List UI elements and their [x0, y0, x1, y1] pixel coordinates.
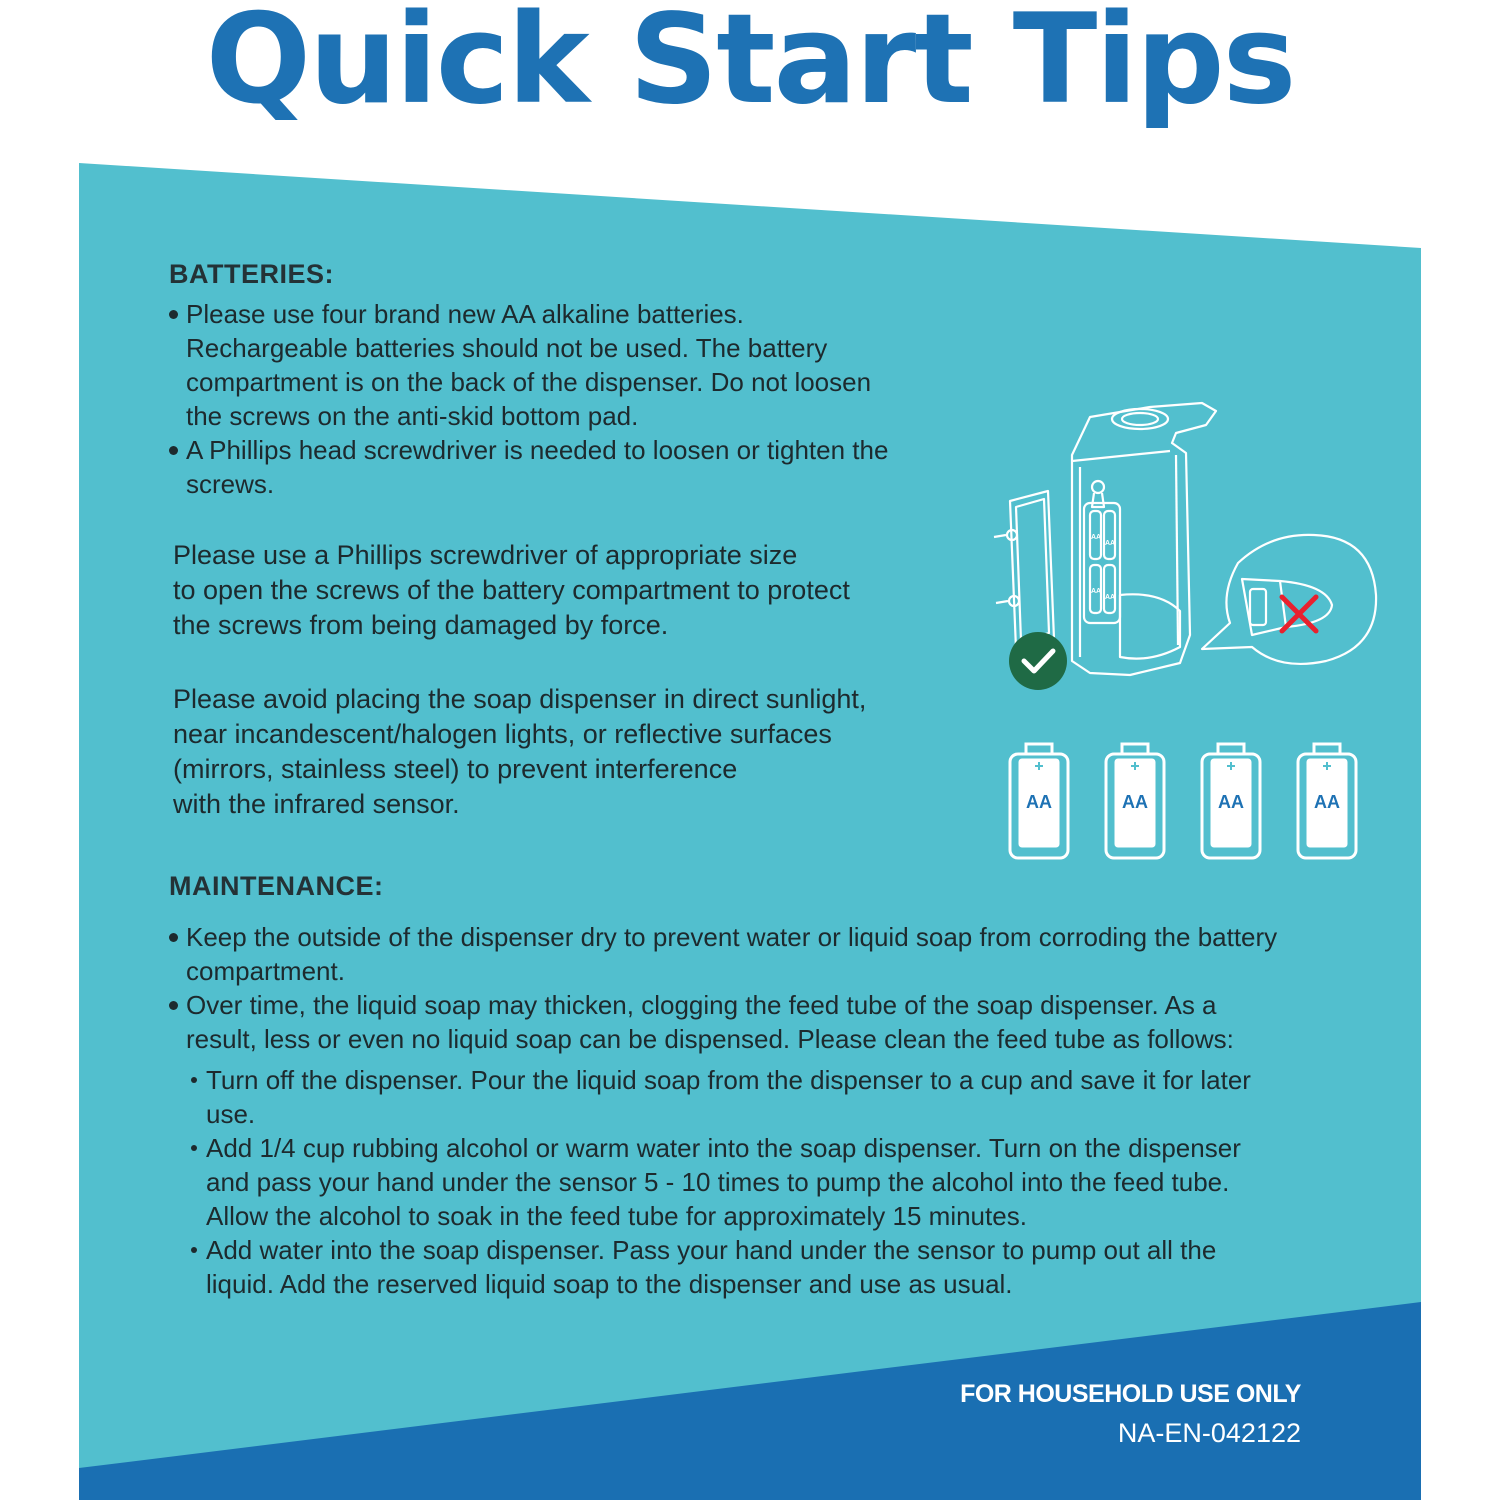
- battery-icon: [1296, 740, 1358, 860]
- text-line: compartment.: [186, 956, 345, 986]
- maintenance-bullet-2: [168, 988, 1398, 1056]
- text-line: and pass your hand under the sensor 5 - 10 times to pump the alcohol into the feed tube.: [206, 1167, 1230, 1197]
- cleaning-step-2: [188, 1131, 1398, 1233]
- text-line: compartment is on the back of the dispenser. Do not loosen: [186, 367, 872, 397]
- text-line: screws.: [186, 469, 275, 499]
- cleaning-steps: [188, 1063, 1398, 1301]
- text-line: liquid. Add the reserved liquid soap to the dispenser and use as usual.: [206, 1269, 1013, 1299]
- cleaning-step-1: [188, 1063, 1398, 1131]
- text-line: Allow the alcohol to soak in the feed tube for approximately 15 minutes.: [206, 1201, 1027, 1231]
- text-line: (mirrors, stainless steel) to prevent interference: [173, 754, 738, 784]
- text-line: A Phillips head screwdriver is needed to loosen or tighten the: [186, 435, 889, 465]
- document-code: NA-EN-042122: [1117, 1418, 1301, 1448]
- page-title: Quick Start Tips: [205, 0, 1295, 132]
- text-line: near incandescent/halogen lights, or reflective surfaces: [173, 719, 832, 749]
- text-line: result, less or even no liquid soap can be dispensed. Please clean the feed tube as follows:: [186, 1024, 1234, 1054]
- text-line: Rechargeable batteries should not be used. The battery: [186, 333, 828, 363]
- sunlight-paragraph: [173, 682, 973, 822]
- text-line: use.: [206, 1099, 256, 1129]
- battery-icon: [1200, 740, 1262, 860]
- text-line: Over time, the liquid soap may thicken, clogging the feed tube of the soap dispenser. As a: [186, 990, 1217, 1020]
- battery-icon: [1104, 740, 1166, 860]
- text-line: Turn off the dispenser. Pour the liquid soap from the dispenser to a cup and save it for later: [206, 1065, 1251, 1095]
- text-line: to open the screws of the battery compartment to protect: [173, 575, 850, 605]
- battery-icon: [1008, 740, 1070, 860]
- text-line: Please use a Phillips screwdriver of appropriate size: [173, 540, 798, 570]
- text-line: with the infrared sensor.: [173, 789, 460, 819]
- battery-aa-label: AA: [1218, 792, 1244, 812]
- maintenance-bullets: [168, 920, 1398, 1056]
- cleaning-step-3: [188, 1233, 1398, 1301]
- battery-aa-label: AA: [1026, 792, 1052, 812]
- batteries-bullet-1: [168, 297, 968, 433]
- screwdriver-paragraph: [173, 538, 953, 643]
- compartment-aa-label: AA: [1105, 594, 1116, 601]
- batteries-bullet-2: [168, 433, 968, 501]
- compartment-aa-label: AA: [1091, 588, 1102, 595]
- text-line: Please avoid placing the soap dispenser in direct sunlight,: [173, 684, 867, 714]
- text-line: the screws on the anti-skid bottom pad.: [186, 401, 639, 431]
- dispenser-illustration: [980, 395, 1390, 715]
- text-line: Add 1/4 cup rubbing alcohol or warm water into the soap dispenser. Turn on the dispenser: [206, 1133, 1241, 1163]
- check-circle-icon: [1009, 632, 1067, 690]
- text-line: Please use four brand new AA alkaline batteries.: [186, 299, 744, 329]
- text-line: Keep the outside of the dispenser dry to prevent water or liquid soap from corroding the battery: [186, 922, 1278, 952]
- batteries-bullets: [168, 297, 968, 501]
- compartment-aa-label: AA: [1105, 540, 1116, 547]
- text-line: the screws from being damaged by force.: [173, 610, 669, 640]
- maintenance-bullet-1: [168, 920, 1398, 988]
- battery-aa-label: AA: [1122, 792, 1148, 812]
- batteries-heading: BATTERIES:: [169, 259, 334, 289]
- text-line: Add water into the soap dispenser. Pass your hand under the sensor to pump out all the: [206, 1235, 1217, 1265]
- compartment-aa-label: AA: [1091, 534, 1102, 541]
- maintenance-heading: MAINTENANCE:: [169, 871, 384, 901]
- battery-aa-label: AA: [1314, 792, 1340, 812]
- household-use-notice: FOR HOUSEHOLD USE ONLY: [960, 1380, 1301, 1408]
